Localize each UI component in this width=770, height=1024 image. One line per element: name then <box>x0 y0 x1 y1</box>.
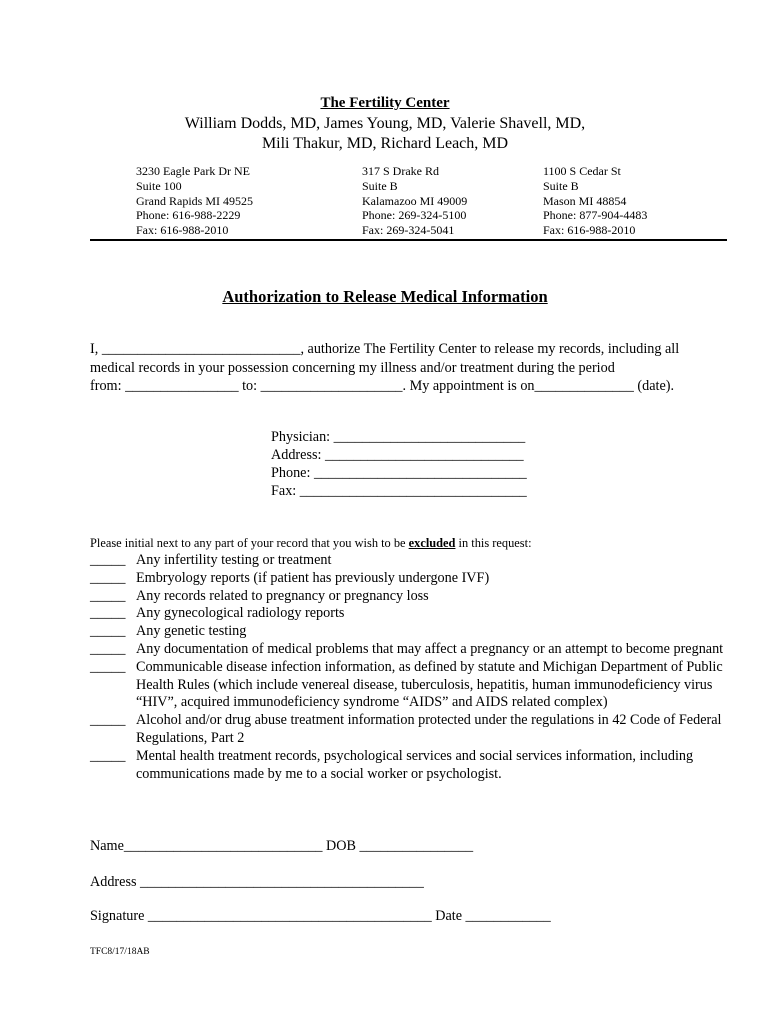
authorization-paragraph <box>90 340 730 396</box>
initial-blank: _____ <box>90 605 126 622</box>
exclusion-item <box>90 659 735 712</box>
location-city: Grand Rapids MI 49525 <box>136 193 253 208</box>
exclusion-item-text: Any gynecological radiology reports <box>136 605 345 622</box>
initial-blank: _____ <box>90 640 126 657</box>
name-dob-line: Name____________________________ DOB ________________ <box>90 838 474 854</box>
exclusion-item-text: Alcohol and/or drug abuse treatment information protected under the regulations in 42 Code of Federal Regulations, Part 2 <box>136 712 722 746</box>
center-name: The Fertility Center <box>320 95 450 111</box>
exclusion-item-text: Mental health treatment records, psychological services and social services information, including communications made by me to a social worker or psychologist. <box>136 747 694 782</box>
excluded-emphasis: excluded <box>408 536 456 550</box>
exclusion-item-text: Any records related to pregnancy or pregnancy loss <box>136 587 429 604</box>
location-city: Kalamazoo MI 49009 <box>362 193 468 208</box>
location-city: Mason MI 48854 <box>543 193 627 208</box>
physicians-line-1: William Dodds, MD, James Young, MD, Valerie Shavell, MD, <box>184 115 586 132</box>
location-street: 1100 S Cedar St <box>543 164 621 178</box>
location-street: 317 S Drake Rd <box>362 164 439 178</box>
location-suite: Suite B <box>362 178 398 193</box>
location-phone: Phone: 269-324-5100 <box>362 208 467 223</box>
header-divider <box>90 239 727 241</box>
physician-contact-block <box>271 428 527 500</box>
location-mason <box>543 164 647 238</box>
physicians-line-2: Mili Thakur, MD, Richard Leach, MD <box>261 135 509 152</box>
authorization-line-3: from: ________________ to: ____________________. My appointment is on______________ (date). <box>90 378 675 394</box>
signature-date-line: Signature ________________________________________ Date ____________ <box>90 908 551 924</box>
initial-blank: _____ <box>90 747 126 764</box>
exclusion-item-text: Any genetic testing <box>136 623 247 640</box>
exclusion-item-text: Any documentation of medical problems that may affect a pregnancy or an attempt to become pregnant <box>136 640 724 657</box>
initial-blank: _____ <box>90 623 126 640</box>
exclusion-item <box>90 588 735 606</box>
location-suite: Suite 100 <box>136 178 182 193</box>
physician-field: Physician: ___________________________ <box>271 429 526 445</box>
location-phone: Phone: 877-904-4483 <box>543 208 648 223</box>
exclusion-item <box>90 712 735 748</box>
form-title: Authorization to Release Medical Information <box>222 287 548 306</box>
initial-blank: _____ <box>90 552 126 568</box>
instruction-text-end: in this request: <box>455 536 532 550</box>
location-fax: Fax: 616-988-2010 <box>543 223 636 238</box>
address-line: Address ________________________________________ <box>90 874 424 890</box>
exclusion-instructions <box>90 536 532 551</box>
location-fax: Fax: 616-988-2010 <box>136 223 229 238</box>
location-suite: Suite B <box>543 178 579 193</box>
initial-blank: _____ <box>90 587 126 604</box>
physician-fax-field: Fax: ________________________________ <box>271 483 527 499</box>
authorization-line-1: I, ____________________________, authorize The Fertility Center to release my records, including all <box>90 341 680 357</box>
exclusion-item <box>90 641 735 659</box>
physician-address-field: Address: ____________________________ <box>271 447 524 463</box>
exclusion-item-text: Embryology reports (if patient has previously undergone IVF) <box>136 569 490 586</box>
exclusion-item-text: Communicable disease infection information, as defined by statute and Michigan Department of Public Health Rules (which include venereal disease, tuberculosis, hepatitis, human immunodeficiency virus “HIV”, acquired immunodeficiency syndrome “AIDS” and AIDS related complex) <box>136 658 723 711</box>
initial-blank: _____ <box>90 712 126 729</box>
exclusion-item <box>90 570 735 588</box>
exclusion-list <box>90 552 735 783</box>
initial-blank: _____ <box>90 569 126 586</box>
exclusion-item <box>90 748 735 784</box>
location-kalamazoo <box>362 164 467 238</box>
location-phone: Phone: 616-988-2229 <box>136 208 241 223</box>
physician-phone-field: Phone: ______________________________ <box>271 465 527 481</box>
location-street: 3230 Eagle Park Dr NE <box>136 164 250 178</box>
exclusion-item <box>90 605 735 623</box>
initial-blank: _____ <box>90 658 126 675</box>
exclusion-item <box>90 623 735 641</box>
instruction-text: Please initial next to any part of your record that you wish to be <box>90 536 409 550</box>
physician-list <box>0 114 770 154</box>
form-code: TFC8/17/18AB <box>90 947 150 957</box>
exclusion-item-text: Any infertility testing or treatment <box>136 552 332 568</box>
location-fax: Fax: 269-324-5041 <box>362 223 455 238</box>
location-grand-rapids <box>136 164 253 238</box>
authorization-line-2: medical records in your possession concerning my illness and/or treatment during the period <box>90 359 615 376</box>
exclusion-item <box>90 552 735 570</box>
